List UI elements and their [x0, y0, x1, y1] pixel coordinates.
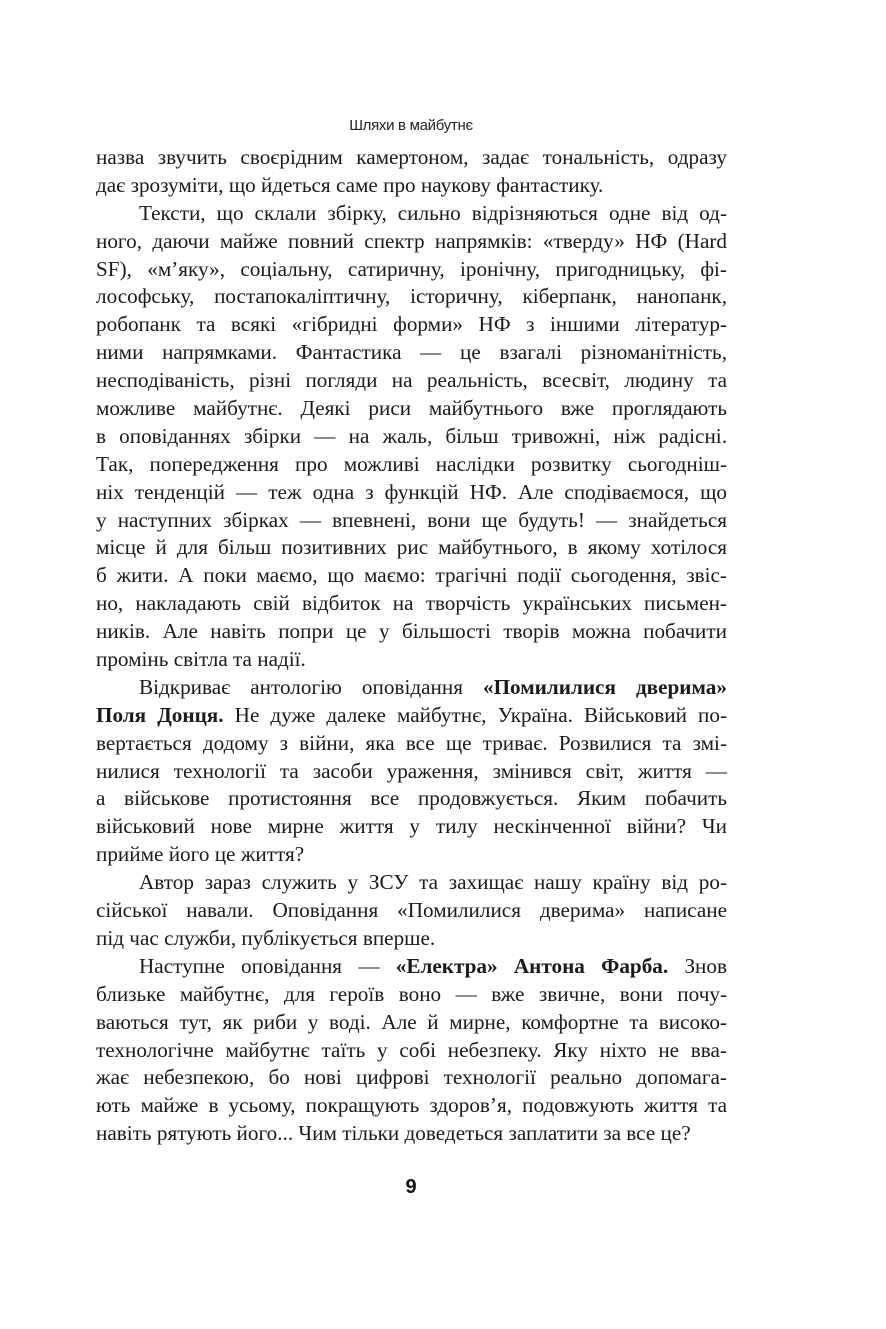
body-text: [96, 144, 727, 1148]
text-line: б жити. А поки маємо, що маємо: трагічні події сьогодення, звіс-: [96, 563, 727, 588]
text-run: Відкриває антологію оповідання: [139, 674, 463, 699]
text-line: жає небезпекою, бо нові цифрові технології реально допомага-: [96, 1065, 727, 1090]
paragraph: [96, 674, 727, 869]
text-line: SF), «м’яку», соціальну, сатиричну, іронічну, пригодницьку, фі-: [96, 256, 727, 281]
text-line: робопанк та всякі «гібридні форми» НФ з іншими літератур-: [96, 312, 727, 337]
text-line: промінь світла та надії.: [96, 647, 306, 672]
text-line: назва звучить своєрідним камертоном, задає тональність, одразу: [96, 145, 727, 169]
text-line: [96, 674, 727, 702]
paragraph: [96, 869, 727, 953]
text-line: а військове протистояння все продовжується. Яким побачить: [96, 786, 727, 811]
paragraph: [96, 953, 727, 1148]
text-line: близьке майбутнє, для героїв воно — вже звичне, вони почу-: [96, 981, 727, 1006]
text-line: дає зрозуміти, що йдеться саме про наукову фантастику.: [96, 172, 604, 197]
text-line: ють майже в усьому, покращують здоров’я, подовжують життя та: [96, 1093, 727, 1118]
text-line: ного, даючи майже повний спектр напрямків: «тверду» НФ (Hard: [96, 228, 727, 253]
text-line: в оповіданнях збірки — на жаль, більш тривожні, ніж радісні.: [96, 423, 727, 448]
paragraph: [96, 200, 727, 674]
text-line: сійської навали. Оповідання «Помилилися дверима» написане: [96, 898, 727, 923]
text-line: Так, попередження про можливі наслідки розвитку сьогодніш-: [96, 451, 727, 476]
text-line: військовий нове мирне життя у тилу нескінченної війни? Чи: [96, 814, 727, 839]
text-line: під час служби, публікується вперше.: [96, 925, 436, 950]
story-title: «Помилилися дверима»: [482, 674, 727, 699]
text-line: навіть рятують його... Чим тільки доведеться заплатити за все це?: [96, 1121, 691, 1146]
page-number: 9: [405, 1176, 417, 1198]
text-line: у наступних збірках — впевнені, вони ще будуть! — знайдеться: [96, 507, 727, 532]
text-run: Не дуже далеке майбутнє, Україна. Військовий по-: [234, 702, 728, 727]
text-line: Тексти, що склали збірку, сильно відрізняються одне від од-: [139, 200, 727, 225]
author-name: Поля Донця.: [96, 702, 224, 727]
text-line: [96, 953, 727, 981]
text-line: ними напрямками. Фантастика — це взагалі різноманітність,: [96, 340, 727, 365]
text-line: Автор зараз служить у ЗСУ та захищає нашу країну від ро-: [139, 870, 727, 895]
text-line: ваються тут, як риби у воді. Але й мирне, комфортне та високо-: [96, 1009, 727, 1034]
text-line: ніх тенденцій — теж одна з функцій НФ. Але сподіваємося, що: [96, 479, 727, 504]
text-line: вертається додому з війни, яка все ще триває. Розвилися та змі-: [96, 730, 727, 755]
text-line: но, накладають свій відбиток на творчість українських письмен-: [96, 591, 727, 616]
running-header: Шляхи в майбутнє: [349, 117, 473, 134]
text-line: несподіваність, різні погляди на реальність, всесвіт, людину та: [96, 368, 727, 393]
text-line: прийме його це життя?: [96, 842, 305, 867]
text-line: можливе майбутнє. Деякі риси майбутнього вже проглядають: [96, 396, 727, 421]
text-line: технологічне майбутнє таїть у собі небезпеку. Яку ніхто не вва-: [96, 1037, 727, 1062]
text-line: місце й для більш позитивних рис майбутнього, в якому хотілося: [96, 535, 727, 560]
text-line: ників. Але навіть попри це у більшості творів можна побачити: [96, 619, 727, 644]
text-line: нилися технології та засоби ураження, змінився світ, життя —: [96, 758, 727, 783]
story-title-author: «Електра» Антона Фарба.: [395, 953, 669, 978]
text-line: [96, 702, 727, 730]
text-line: лософську, постапокаліптичну, історичну, кіберпанк, нанопанк,: [96, 284, 727, 309]
text-run: Наступне оповідання —: [139, 953, 380, 978]
text-run: Знов: [684, 953, 727, 978]
paragraph: [96, 144, 727, 200]
